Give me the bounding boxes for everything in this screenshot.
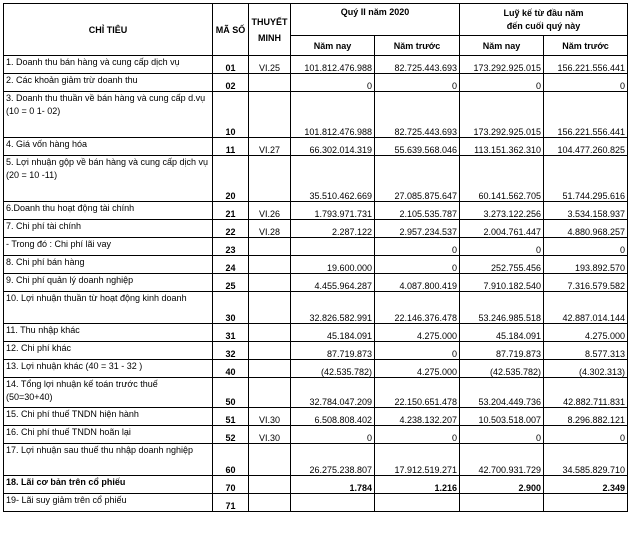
table-row — [4, 342, 628, 360]
row-quarter-last-year: 22.150.651.478 — [375, 378, 460, 408]
row-note — [249, 342, 291, 360]
row-label-text: 2. Các khoản giảm trừ doanh thu — [6, 75, 138, 85]
row-label — [4, 494, 213, 512]
row-ytd-this-year: 53.246.985.518 — [460, 292, 544, 324]
row-note: VI.27 — [249, 138, 291, 156]
row-code: 50 — [213, 378, 249, 408]
row-quarter-last-year: 17.912.519.271 — [375, 444, 460, 476]
row-ytd-this-year: 2.004.761.447 — [460, 220, 544, 238]
row-ytd-this-year: 173.292.925.015 — [460, 92, 544, 138]
row-quarter-last-year: 4.275.000 — [375, 324, 460, 342]
table-row — [4, 238, 628, 256]
table-row — [4, 274, 628, 292]
table-row — [4, 292, 628, 324]
row-quarter-this-year: 1.784 — [291, 476, 375, 494]
row-ytd-last-year: 0 — [544, 74, 628, 92]
row-note — [249, 256, 291, 274]
row-label-text: 5. Lợi nhuận gộp về bán hàng và cung cấp dịch vụ — [6, 157, 209, 167]
row-label-text: 8. Chi phí bán hàng — [6, 257, 85, 267]
row-quarter-last-year: 22.146.376.478 — [375, 292, 460, 324]
row-ytd-this-year: 0 — [460, 74, 544, 92]
row-quarter-this-year: 35.510.462.669 — [291, 156, 375, 202]
row-ytd-last-year: 42.882.711.831 — [544, 378, 628, 408]
row-quarter-last-year: 55.639.568.046 — [375, 138, 460, 156]
row-quarter-this-year: 6.508.808.402 — [291, 408, 375, 426]
row-note — [249, 238, 291, 256]
row-quarter-this-year: 45.184.091 — [291, 324, 375, 342]
header-q-nam-truoc: Năm trước — [375, 36, 460, 56]
table-row — [4, 220, 628, 238]
row-ytd-this-year: 42.700.931.729 — [460, 444, 544, 476]
row-code: 20 — [213, 156, 249, 202]
row-code: 30 — [213, 292, 249, 324]
row-quarter-last-year: 2.957.234.537 — [375, 220, 460, 238]
row-code: 52 — [213, 426, 249, 444]
row-label — [4, 342, 213, 360]
row-quarter-this-year: 2.287.122 — [291, 220, 375, 238]
row-ytd-last-year: 104.477.260.825 — [544, 138, 628, 156]
row-note: VI.30 — [249, 408, 291, 426]
row-note — [249, 274, 291, 292]
row-ytd-last-year: 4.880.968.257 — [544, 220, 628, 238]
header-luy-ke-line2: đến cuối quý này — [506, 21, 581, 31]
row-quarter-last-year: 4.238.132.207 — [375, 408, 460, 426]
row-note — [249, 444, 291, 476]
row-quarter-last-year: 0 — [375, 238, 460, 256]
row-label-text: 1. Doanh thu bán hàng và cung cấp dịch vụ — [6, 57, 180, 67]
row-note — [249, 156, 291, 202]
row-ytd-this-year — [460, 494, 544, 512]
row-quarter-this-year: 0 — [291, 426, 375, 444]
table-row — [4, 74, 628, 92]
row-ytd-last-year: 7.316.579.582 — [544, 274, 628, 292]
row-label-text: 15. Chi phí thuế TNDN hiện hành — [6, 409, 139, 419]
row-label — [4, 92, 213, 138]
row-label — [4, 292, 213, 324]
table-row — [4, 408, 628, 426]
header-chi-tieu: CHỈ TIÊU — [4, 4, 213, 56]
row-label-text: 9. Chi phí quản lý doanh nghiệp — [6, 275, 134, 285]
row-ytd-last-year: 42.887.014.144 — [544, 292, 628, 324]
row-label-text: 11. Thu nhập khác — [6, 325, 80, 335]
row-label-text: 7. Chi phí tài chính — [6, 221, 82, 231]
row-quarter-last-year: 2.105.535.787 — [375, 202, 460, 220]
row-ytd-this-year: 45.184.091 — [460, 324, 544, 342]
row-quarter-this-year: 32.784.047.209 — [291, 378, 375, 408]
row-quarter-this-year: 101.812.476.988 — [291, 56, 375, 74]
header-lk-nam-nay: Năm nay — [460, 36, 544, 56]
row-quarter-this-year: 101.812.476.988 — [291, 92, 375, 138]
row-label-text: 14. Tổng lợi nhuận kế toán trước thuế — [6, 379, 158, 389]
row-label-text: 3. Doanh thu thuần về bán hàng và cung cấp d.vụ — [6, 93, 206, 103]
row-label-text: 19- Lãi suy giảm trên cổ phiếu — [6, 495, 127, 505]
row-quarter-this-year: 1.793.971.731 — [291, 202, 375, 220]
row-label-text: 17. Lợi nhuận sau thuế thu nhập doanh nghiệp — [6, 445, 194, 455]
row-code: 25 — [213, 274, 249, 292]
row-ytd-last-year — [544, 494, 628, 512]
row-label-formula: (50=30+40) — [6, 392, 53, 402]
row-quarter-last-year: 27.085.875.647 — [375, 156, 460, 202]
row-ytd-last-year: 34.585.829.710 — [544, 444, 628, 476]
header-thuyet-minh-line1: THUYẾT — [251, 16, 288, 27]
header-lk-nam-truoc: Năm trước — [544, 36, 628, 56]
row-quarter-this-year: (42.535.782) — [291, 360, 375, 378]
row-note — [249, 494, 291, 512]
row-code: 22 — [213, 220, 249, 238]
row-ytd-this-year: 0 — [460, 426, 544, 444]
row-code: 24 — [213, 256, 249, 274]
row-code: 51 — [213, 408, 249, 426]
row-label — [4, 408, 213, 426]
row-label — [4, 220, 213, 238]
header-q-nam-nay: Năm nay — [291, 36, 375, 56]
row-ytd-last-year: 193.892.570 — [544, 256, 628, 274]
row-label-text: 16. Chi phí thuế TNDN hoãn lại — [6, 427, 131, 437]
row-code: 10 — [213, 92, 249, 138]
row-quarter-last-year: 82.725.443.693 — [375, 56, 460, 74]
row-ytd-this-year: 7.910.182.540 — [460, 274, 544, 292]
row-code: 70 — [213, 476, 249, 494]
row-ytd-last-year: 0 — [544, 426, 628, 444]
header-luy-ke — [460, 4, 628, 36]
row-label — [4, 476, 213, 494]
row-ytd-last-year: 51.744.295.616 — [544, 156, 628, 202]
row-label — [4, 156, 213, 202]
row-quarter-last-year: 82.725.443.693 — [375, 92, 460, 138]
row-quarter-last-year: 4.275.000 — [375, 360, 460, 378]
row-note — [249, 476, 291, 494]
row-ytd-this-year: 53.204.449.736 — [460, 378, 544, 408]
table-row — [4, 202, 628, 220]
row-quarter-this-year: 19.600.000 — [291, 256, 375, 274]
row-quarter-this-year — [291, 238, 375, 256]
row-note — [249, 378, 291, 408]
row-ytd-last-year: 2.349 — [544, 476, 628, 494]
row-label-text: 12. Chi phí khác — [6, 343, 72, 353]
row-quarter-last-year: 1.216 — [375, 476, 460, 494]
row-label — [4, 74, 213, 92]
row-ytd-this-year: 10.503.518.007 — [460, 408, 544, 426]
row-label — [4, 324, 213, 342]
row-code: 31 — [213, 324, 249, 342]
row-note: VI.25 — [249, 56, 291, 74]
row-ytd-last-year: 0 — [544, 238, 628, 256]
row-label — [4, 360, 213, 378]
row-ytd-this-year: 173.292.925.015 — [460, 56, 544, 74]
table-row — [4, 138, 628, 156]
header-luy-ke-line1: Luỹ kế từ đầu năm — [503, 8, 584, 18]
row-label-text: 6.Doanh thu hoạt động tài chính — [6, 203, 135, 213]
table-row — [4, 426, 628, 444]
row-quarter-last-year: 0 — [375, 256, 460, 274]
row-code: 40 — [213, 360, 249, 378]
row-quarter-this-year — [291, 494, 375, 512]
row-ytd-last-year: 8.296.882.121 — [544, 408, 628, 426]
row-ytd-this-year: 87.719.873 — [460, 342, 544, 360]
row-ytd-this-year: 2.900 — [460, 476, 544, 494]
table-row — [4, 360, 628, 378]
row-label-text: 10. Lợi nhuận thuần từ hoạt động kinh doanh — [6, 293, 187, 303]
row-label — [4, 56, 213, 74]
row-quarter-this-year: 32.826.582.991 — [291, 292, 375, 324]
header-quy: Quý II năm 2020 — [291, 4, 460, 36]
row-ytd-last-year: 4.275.000 — [544, 324, 628, 342]
row-ytd-this-year: 252.755.456 — [460, 256, 544, 274]
row-label — [4, 238, 213, 256]
row-quarter-last-year: 4.087.800.419 — [375, 274, 460, 292]
row-ytd-this-year: (42.535.782) — [460, 360, 544, 378]
row-ytd-this-year: 60.141.562.705 — [460, 156, 544, 202]
table-row — [4, 378, 628, 408]
row-note: VI.28 — [249, 220, 291, 238]
row-code: 01 — [213, 56, 249, 74]
header-ma-so: MÃ SỐ — [213, 4, 249, 56]
row-note — [249, 92, 291, 138]
row-quarter-this-year: 4.455.964.287 — [291, 274, 375, 292]
table-row — [4, 444, 628, 476]
table-row — [4, 324, 628, 342]
row-note: VI.26 — [249, 202, 291, 220]
row-ytd-last-year: 156.221.556.441 — [544, 92, 628, 138]
row-label — [4, 274, 213, 292]
table-row — [4, 92, 628, 138]
row-label-formula: (20 = 10 -11) — [6, 170, 58, 180]
row-label-text: 18. Lãi cơ bản trên cổ phiếu — [6, 477, 126, 487]
table-row — [4, 256, 628, 274]
table-row — [4, 156, 628, 202]
row-quarter-last-year: 0 — [375, 342, 460, 360]
header-thuyet-minh — [249, 4, 291, 56]
row-label — [4, 426, 213, 444]
row-note — [249, 324, 291, 342]
row-quarter-last-year — [375, 494, 460, 512]
row-quarter-this-year: 87.719.873 — [291, 342, 375, 360]
header-thuyet-minh-line2: MINH — [258, 32, 281, 43]
row-ytd-this-year: 113.151.362.310 — [460, 138, 544, 156]
row-quarter-last-year: 0 — [375, 426, 460, 444]
row-ytd-this-year: 0 — [460, 238, 544, 256]
row-ytd-this-year: 3.273.122.256 — [460, 202, 544, 220]
row-label-text: 13. Lợi nhuận khác (40 = 31 - 32 ) — [6, 361, 143, 371]
row-label — [4, 444, 213, 476]
row-quarter-last-year: 0 — [375, 74, 460, 92]
table-row — [4, 476, 628, 494]
row-note — [249, 74, 291, 92]
row-note — [249, 360, 291, 378]
row-label-text: 4. Giá vốn hàng hóa — [6, 139, 88, 149]
row-quarter-this-year: 0 — [291, 74, 375, 92]
row-label — [4, 202, 213, 220]
row-ytd-last-year: 8.577.313 — [544, 342, 628, 360]
row-code: 21 — [213, 202, 249, 220]
row-ytd-last-year: 3.534.158.937 — [544, 202, 628, 220]
row-note: VI.30 — [249, 426, 291, 444]
row-code: 60 — [213, 444, 249, 476]
row-label-formula: (10 = 0 1- 02) — [6, 106, 61, 116]
row-code: 02 — [213, 74, 249, 92]
row-code: 23 — [213, 238, 249, 256]
row-note — [249, 292, 291, 324]
row-ytd-last-year: 156.221.556.441 — [544, 56, 628, 74]
row-label — [4, 378, 213, 408]
row-label — [4, 138, 213, 156]
row-ytd-last-year: (4.302.313) — [544, 360, 628, 378]
income-statement-table — [3, 3, 628, 512]
row-label — [4, 256, 213, 274]
table-row — [4, 56, 628, 74]
row-label-text: - Trong đó : Chi phí lãi vay — [6, 239, 112, 249]
row-code: 32 — [213, 342, 249, 360]
row-quarter-this-year: 26.275.238.807 — [291, 444, 375, 476]
table-body — [4, 56, 628, 512]
table-row — [4, 494, 628, 512]
header-row-1 — [4, 4, 628, 36]
row-code: 71 — [213, 494, 249, 512]
row-code: 11 — [213, 138, 249, 156]
row-quarter-this-year: 66.302.014.319 — [291, 138, 375, 156]
